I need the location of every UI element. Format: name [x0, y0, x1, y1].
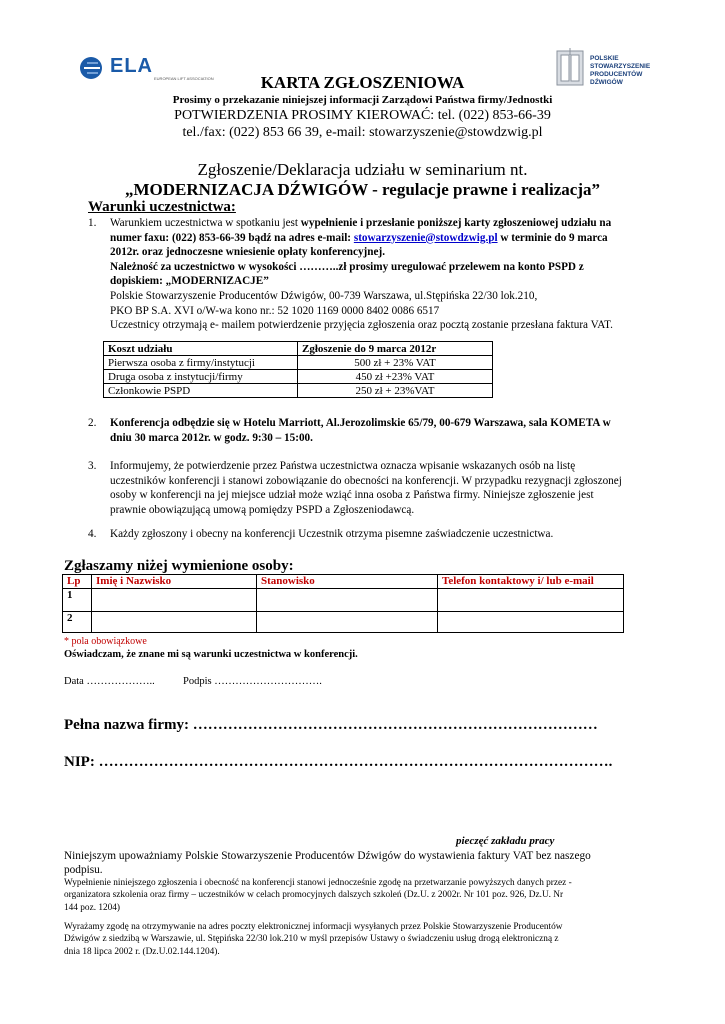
persons-row: [63, 612, 624, 633]
email-consent-line-3: dnia 18 lipca 2002 r. (Dz.U.02.144.1204).: [64, 946, 220, 957]
item-3-line-4: prawnie obowiązującą umową pomiędzy PSPD a Zgłoszeniodawcą.: [110, 503, 415, 516]
data-consent-text: [64, 877, 676, 914]
persons-header-cell: Imię i Nazwisko: [92, 575, 257, 589]
contact-field[interactable]: [438, 589, 624, 612]
contact-field[interactable]: [438, 612, 624, 633]
consent-line-2: organizatora szkolenia oraz firmy – uczestników w celach promocyjnych dalszych szkoleń (Dz.U. z 2002r. Nr 101 poz. 926, Dz.U. Nr: [64, 890, 564, 901]
form-title: KARTA ZGŁOSZENIOWA: [260, 73, 465, 92]
name-field[interactable]: [92, 589, 257, 612]
ela-logo-subtitle: EUROPEAN LIFT ASSOCIATION: [154, 76, 214, 81]
item-2-number: 2.: [88, 417, 97, 429]
cost-cell: 250 zł + 23%VAT: [298, 384, 493, 398]
item-1-line-2a: numer faxu: (022) 853-66-39 bądź na adres e-mail:: [110, 231, 354, 244]
item-3-line-1: Informujemy, że potwierdzenie przez Państwa uczestnictwa oznacza wpisanie wskazanych osób na listę: [110, 460, 576, 472]
conditions-heading: Warunki uczestnictwa:: [88, 199, 236, 215]
item-4-text: Każdy zgłoszony i obecny na konferencji Uczestnik otrzyma pisemne zaświadczenie uczestnictwa.: [110, 528, 554, 540]
position-field[interactable]: [257, 612, 438, 633]
ela-logo-text: ELA: [110, 55, 153, 77]
persons-heading: Zgłaszamy niżej wymienione osoby:: [64, 558, 294, 574]
position-field[interactable]: [257, 589, 438, 612]
date-field[interactable]: Data ………………..: [64, 676, 155, 687]
cost-cell: 500 zł + 23% VAT: [298, 356, 493, 370]
item-1-line-7: PKO BP S.A. XVI o/W-wa kono nr.: 52 1020 1169 0000 8402 0086 6517: [110, 304, 440, 317]
persons-row-number: 2: [63, 612, 92, 633]
item-3-line-3: osoby w konferencji na jej miejsce udział może wziąć inna osoba z Państwa firmy. Niniejsze zgłoszenie jest: [110, 489, 594, 502]
persons-row-number: 1: [63, 589, 92, 612]
cost-table-header: [104, 342, 493, 356]
item-1-text: [110, 216, 670, 333]
authorization-line-2: podpisu.: [64, 864, 103, 876]
item-1-number: 1.: [88, 217, 97, 229]
item-2-line-1: Konferencja odbędzie się w Hotelu Marriott, Al.Jerozolimskie 65/79, 00-679 Warszawa, sala KOMETA w: [110, 417, 611, 429]
item-3-line-2: uczestników konferencji i stanowi zobowiązanie do obecności na konferencji. W przypadku rezygnacji zgłoszonej: [110, 474, 622, 487]
persons-header-cell: Lp: [63, 575, 92, 589]
cost-header-cell: Koszt udziału: [104, 342, 298, 356]
cost-row: [104, 384, 493, 398]
authorization-line-1: Niniejszym upoważniamy Polskie Stowarzyszenie Producentów Dźwigów do wystawienia faktury VAT bez naszego: [64, 850, 591, 862]
nip-field[interactable]: NIP: ………………………………………………………………………………………….: [64, 754, 613, 770]
item-1-line-5: dopiskiem: „MODERNIZACJE”: [110, 275, 269, 288]
persons-header-cell: Stanowisko: [257, 575, 438, 589]
email-consent-line-2: Dźwigów z siedzibą w Warszawie, ul. Stępińska 22/30 lok.210 w myśl przepisów Ustawy o świadczeniu usług drogą elektroniczną z: [64, 934, 559, 945]
required-note: * pola obowiązkowe: [64, 636, 147, 647]
item-1-line-2c: w terminie do 9 marca: [497, 231, 608, 244]
cost-cell: Członkowie PSPD: [104, 384, 298, 398]
stamp-label: pieczęć zakładu pracy: [456, 835, 555, 847]
item-1-line-4: Należność za uczestnictwo w wysokości ………..zł prosimy uregulować przelewem na konto PSPD z: [110, 260, 584, 273]
email-link[interactable]: stowarzyszenie@stowdzwig.pl: [353, 231, 498, 244]
declaration-text: Oświadczam, że znane mi są warunki uczestnictwa w konferencji.: [64, 649, 358, 660]
cost-cell: 450 zł +23% VAT: [298, 370, 493, 384]
item-3-text: [110, 459, 670, 517]
item-1-line-8: Uczestnicy otrzymają e- mailem potwierdzenie przyjęcia zgłoszenia oraz pocztą zostanie przesłana faktura VAT.: [110, 319, 613, 332]
name-field[interactable]: [92, 612, 257, 633]
authorization-text: [64, 849, 674, 877]
pspd-logo-line1: POLSKIE STOWARZYSZENIE: [590, 55, 651, 70]
item-1-line-6: Polskie Stowarzyszenie Producentów Dźwigów, 00-739 Warszawa, ul.Stępińska 22/30 lok.210,: [110, 289, 538, 302]
contact-line-2: tel./fax: (022) 853 66 39, e-mail: stowarzyszenie@stowdzwig.pl: [182, 125, 543, 140]
consent-line-1: Wypełnienie niniejszego zgłoszenia i obecność na konferencji stanowi jednocześnie zgodę na przetwarzanie powyższych danych przez -: [64, 878, 572, 888]
persons-table: [62, 574, 624, 633]
item-3-number: 3.: [88, 460, 97, 472]
signature-field[interactable]: Podpis ………………………….: [183, 676, 322, 687]
item-1-line-1b: wypełnienie i przesłanie poniższej karty zgłoszeniowej udziału na: [300, 217, 612, 229]
email-consent-text: [64, 921, 676, 958]
cost-row: [104, 356, 493, 370]
contact-line-1: POTWIERDZENIA PROSIMY KIEROWAĆ: tel. (022) 853-66-39: [174, 108, 551, 123]
seminar-title: „MODERNIZACJA DŹWIGÓW - regulacje prawne i realizacja”: [124, 180, 600, 199]
persons-table-header: [63, 575, 624, 589]
consent-line-3: 144 poz. 1204): [64, 902, 121, 913]
form-subtitle: Prosimy o przekazanie niniejszej informacji Zarządowi Państwa firmy/Jednostki: [172, 94, 553, 106]
cost-table: [103, 341, 493, 398]
cost-row: [104, 370, 493, 384]
cost-cell: Pierwsza osoba z firmy/instytucji: [104, 356, 298, 370]
item-2-line-2: dniu 30 marca 2012r. w godz. 9:30 – 15:00.: [110, 431, 313, 444]
item-4-number: 4.: [88, 528, 97, 540]
persons-row: [63, 589, 624, 612]
item-1-line-3: 2012r. oraz jednoczesne wniesienie opłaty konferencyjnej.: [110, 246, 385, 259]
seminar-intro: Zgłoszenie/Deklaracja udziału w seminarium nt.: [197, 160, 528, 179]
company-name-field[interactable]: Pełna nazwa firmy: ………………………………………………………………………: [64, 717, 598, 733]
pspd-logo-line2: PRODUCENTÓW DŹWIGÓW: [590, 71, 643, 86]
item-1-line-1a: Warunkiem uczestnictwa w spotkaniu jest: [110, 217, 301, 229]
persons-header-cell: Telefon kontaktowy i/ lub e-mail: [438, 575, 624, 589]
item-2-text: [110, 416, 670, 445]
email-consent-line-1: Wyrażamy zgodę na otrzymywanie na adres poczty elektronicznej informacji wysyłanych przez Polskie Stowarzyszenie Producentów: [64, 922, 563, 932]
cost-header-cell: Zgłoszenie do 9 marca 2012r: [298, 342, 493, 356]
cost-cell: Druga osoba z instytucji/firmy: [104, 370, 298, 384]
